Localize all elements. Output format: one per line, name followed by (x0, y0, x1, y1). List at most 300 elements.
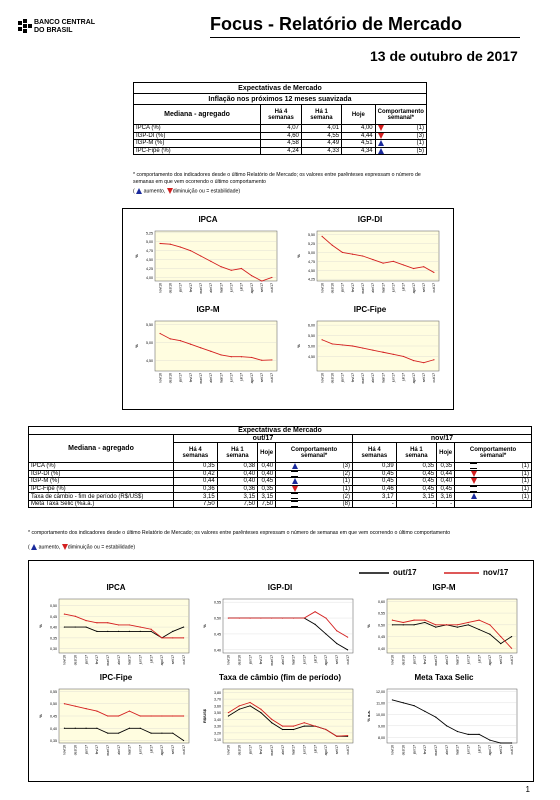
data-point (190, 250, 191, 251)
cell-weeks: (3) (416, 132, 424, 139)
data-point (347, 637, 348, 638)
data-point (433, 272, 434, 273)
x-tick-label: jun/17 (302, 745, 307, 755)
data-point (180, 246, 181, 247)
x-tick-label: dez/16 (401, 745, 406, 756)
y-tick-label: 3,30 (214, 724, 221, 729)
col-1w: Há 1 semana (301, 105, 341, 125)
x-tick-label: mar/17 (360, 283, 365, 294)
x-tick-label: jul/17 (239, 373, 244, 382)
x-tick-label: mai/17 (219, 283, 224, 294)
cell-b-trend (455, 463, 493, 471)
data-point (228, 715, 229, 716)
y-tick-label: 0,55 (50, 689, 57, 694)
line-chart (201, 685, 359, 765)
data-point (293, 726, 294, 727)
x-tick-label: jun/17 (391, 283, 396, 293)
table2-footnote: * comportamento dos indicadores desde o último Relatório de Mercado; os valores entre parênteses expressam o número de semanas em que vem ocorrendo o último comportamento (28, 530, 451, 536)
cell-b-today: 3,16 (437, 493, 455, 501)
x-tick-label: nov/16 (226, 745, 231, 756)
data-point (75, 728, 76, 729)
data-point (150, 715, 151, 716)
x-tick-label: ago/17 (160, 745, 165, 756)
cell-a-today: 0,35 (258, 485, 276, 493)
data-point (435, 624, 436, 625)
cell-4w: 4,07 (261, 125, 302, 133)
x-tick-label: jun/17 (138, 745, 143, 755)
data-point (282, 729, 283, 730)
cell-b-1w: 3,15 (396, 493, 436, 501)
x-tick-label: jan/17 (412, 745, 417, 755)
x-tick-label: dez/16 (401, 655, 406, 666)
data-point (228, 712, 229, 713)
line-chart (365, 595, 523, 675)
cell-4w: 4,24 (261, 147, 302, 155)
cell-4w: 4,60 (261, 132, 302, 140)
x-tick-label: fev/17 (423, 655, 428, 665)
x-tick-label: dez/16 (237, 745, 242, 756)
up-arrow-icon (471, 493, 477, 499)
equal-icon (291, 493, 298, 499)
y-tick-label: 5,00 (146, 340, 153, 345)
data-point (241, 356, 242, 357)
y-axis-label: % (134, 344, 139, 348)
y-tick-label: 4,75 (308, 259, 315, 264)
x-tick-label: mai/17 (219, 373, 224, 384)
y-tick-label: 0,40 (378, 646, 385, 651)
data-point (239, 709, 240, 710)
y-axis-label: % (202, 624, 207, 628)
cell-a-4w: 0,35 (174, 463, 218, 471)
data-point (159, 243, 160, 244)
cell-b-today: 0,45 (437, 485, 455, 493)
row-label: IGP-DI (%) (134, 132, 261, 140)
table2-title: Expectativas de Mercado (29, 427, 532, 435)
y-tick-label: 9,00 (378, 724, 385, 729)
data-point (220, 266, 221, 267)
data-point (413, 268, 414, 269)
data-point (314, 624, 315, 625)
x-tick-label: nov/16 (62, 745, 67, 756)
data-point (403, 624, 404, 625)
x-tick-label: set/17 (259, 283, 264, 293)
data-point (468, 624, 469, 625)
down-arrow-icon (378, 125, 384, 131)
x-tick-label: out/17 (509, 655, 514, 665)
data-point (96, 728, 97, 729)
x-tick-label: jun/17 (391, 373, 396, 383)
data-point (325, 729, 326, 730)
cell-a-4w: 7,50 (174, 500, 218, 508)
x-tick-label: mar/17 (360, 373, 365, 384)
y-axis-label: % (134, 254, 139, 258)
data-point (403, 356, 404, 357)
data-point (251, 275, 252, 276)
equal-icon (470, 486, 477, 492)
x-tick-label: jun/17 (229, 373, 234, 383)
data-point (183, 637, 184, 638)
data-point (500, 636, 501, 637)
y-tick-label: 5,50 (146, 323, 153, 328)
cell-b-1w: 0,45 (396, 478, 436, 486)
data-point (228, 617, 229, 618)
equal-icon (470, 463, 477, 469)
x-tick-label: ago/17 (160, 655, 165, 666)
data-point (293, 617, 294, 618)
cell-a-trend (276, 493, 314, 501)
chart-title: IGP-DI (357, 215, 383, 224)
monthly-expectations-table (28, 426, 532, 508)
y-tick-label: 5,00 (308, 344, 315, 349)
line-chart (295, 317, 445, 393)
cell-a-today: 0,45 (258, 478, 276, 486)
y-tick-label: 3,80 (214, 690, 221, 695)
data-point (382, 352, 383, 353)
y-tick-label: 0,50 (214, 616, 221, 621)
data-point (352, 254, 353, 255)
cell-a-weeks: (2) (314, 493, 353, 501)
cell-b-4w: 0,45 (352, 470, 396, 478)
table1-subtitle: Inflação nos próximos 12 meses suavizada (134, 94, 427, 105)
data-point (183, 740, 184, 741)
cell-a-1w: 0,36 (217, 485, 257, 493)
equal-icon (291, 501, 298, 507)
y-tick-label: 0,40 (50, 726, 57, 731)
row-label: IPCA (%) (134, 125, 261, 133)
data-point (75, 616, 76, 617)
logo-mark-icon (18, 19, 32, 33)
data-point (118, 624, 119, 625)
data-point (423, 362, 424, 363)
data-point (260, 712, 261, 713)
x-tick-label: mar/17 (105, 655, 110, 666)
x-tick-label: out/17 (270, 373, 275, 383)
cell-b-today: 0,40 (437, 478, 455, 486)
data-point (107, 733, 108, 734)
x-tick-label: mar/17 (433, 745, 438, 756)
cell-a-4w: 0,42 (174, 470, 218, 478)
cell-b-1w: - (396, 500, 436, 508)
x-tick-label: fev/17 (259, 655, 264, 665)
data-point (500, 643, 501, 644)
x-tick-label: jan/17 (340, 283, 345, 293)
y-tick-label: 0,55 (378, 611, 385, 616)
cell-b-weeks: (1) (492, 463, 531, 471)
data-point (271, 277, 272, 278)
cell-b-1w: 0,45 (396, 470, 436, 478)
data-point (200, 255, 201, 256)
cell-today: 4,34 (342, 147, 376, 155)
data-point (172, 715, 173, 716)
data-point (457, 624, 458, 625)
y-tick-label: 0,35 (50, 636, 57, 641)
charts-panel-monthly (28, 560, 534, 782)
data-point (239, 705, 240, 706)
line-chart (37, 685, 195, 765)
data-point (161, 733, 162, 734)
col-label: Mediana - agregado (134, 105, 261, 125)
x-tick-label: nov/16 (390, 655, 395, 666)
x-tick-label: ago/17 (324, 655, 329, 666)
data-point (64, 626, 65, 627)
row-label: IPC-Fipe (%) (29, 485, 174, 493)
cell-a-trend (276, 463, 314, 471)
x-tick-label: abr/17 (371, 283, 376, 293)
legend-up-label: aumento, (38, 544, 61, 551)
x-tick-label: mai/17 (455, 655, 460, 666)
data-point (261, 280, 262, 281)
t2-col-label: Mediana - agregado (29, 435, 174, 463)
x-tick-label: dez/16 (330, 283, 335, 294)
x-tick-label: jul/17 (313, 655, 318, 664)
data-point (446, 624, 447, 625)
up-arrow-icon (292, 478, 298, 484)
x-tick-label: jun/17 (302, 655, 307, 665)
row-label: IGP-M (%) (29, 478, 174, 486)
data-point (392, 620, 393, 621)
x-tick-label: mai/17 (127, 745, 132, 756)
plot-area (223, 599, 353, 653)
data-point (64, 614, 65, 615)
x-tick-label: mar/17 (198, 373, 203, 384)
plot-area (155, 231, 277, 281)
cell-comp (375, 132, 426, 140)
table-row (29, 500, 532, 508)
data-point (392, 699, 393, 700)
cell-a-weeks: (3) (314, 463, 353, 471)
row-label: IGP-M (%) (134, 140, 261, 148)
data-point (129, 728, 130, 729)
plot-area (317, 231, 439, 281)
data-point (210, 351, 211, 352)
col-today: Hoje (342, 105, 376, 125)
cell-comp (375, 140, 426, 148)
cell-a-1w: 0,38 (217, 463, 257, 471)
cell-b-today: - (437, 500, 455, 508)
data-point (500, 742, 501, 743)
x-tick-label: jul/17 (149, 655, 154, 664)
data-point (446, 725, 447, 726)
data-point (304, 726, 305, 727)
y-tick-label: 5,25 (146, 231, 153, 236)
x-tick-label: abr/17 (116, 745, 121, 755)
x-tick-label: mar/17 (269, 655, 274, 666)
y-tick-label: 5,25 (308, 242, 315, 246)
cell-weeks: (5) (416, 147, 424, 154)
data-point (85, 626, 86, 627)
x-tick-label: set/17 (498, 655, 503, 665)
x-tick-label: out/17 (345, 655, 350, 665)
data-point (489, 740, 490, 741)
chart-title: IGP-DI (267, 583, 293, 592)
x-tick-label: set/17 (334, 745, 339, 755)
x-tick-label: out/17 (181, 745, 186, 755)
y-tick-label: 4,50 (146, 258, 153, 263)
y-axis-label: % (296, 344, 301, 348)
x-tick-label: abr/17 (371, 373, 376, 383)
cell-b-weeks: (1) (492, 493, 531, 501)
data-point (85, 708, 86, 709)
plot-area (223, 689, 353, 743)
legend-eq-label: = estabilidade) (206, 188, 241, 195)
data-point (271, 617, 272, 618)
t2-b-4w: Há 4 semanas (352, 443, 396, 463)
data-point (118, 733, 119, 734)
chart-title: IPC-Fipe (353, 305, 387, 314)
x-tick-label: out/17 (509, 745, 514, 755)
cell-b-trend (455, 485, 493, 493)
t2-a-today: Hoje (258, 443, 276, 463)
y-tick-label: 4,50 (308, 354, 315, 359)
page-title: Focus - Relatório de Mercado (210, 14, 463, 34)
cell-a-4w: 0,44 (174, 478, 218, 486)
data-point (478, 629, 479, 630)
chart-title: IPCA (106, 583, 126, 592)
data-point (413, 624, 414, 625)
chart-title: IGP-M (196, 305, 220, 314)
data-point (347, 735, 348, 736)
chart-title: Meta Taxa Selic (414, 673, 474, 682)
x-tick-label: mai/17 (127, 655, 132, 666)
table-row (29, 463, 532, 471)
data-point (336, 643, 337, 644)
line-chart (133, 227, 283, 303)
cell-a-1w: 7,50 (217, 500, 257, 508)
t2-b-today: Hoje (437, 443, 455, 463)
y-tick-label: 8,00 (378, 735, 385, 740)
y-tick-label: 0,40 (50, 625, 57, 630)
cell-a-weeks: (1) (314, 478, 353, 486)
table-row (29, 470, 532, 478)
cell-b-trend (455, 470, 493, 478)
table-row (134, 132, 427, 140)
y-tick-label: 0,60 (378, 599, 385, 604)
data-point (362, 347, 363, 348)
x-tick-label: nov/16 (320, 283, 325, 294)
data-point (413, 360, 414, 361)
cell-today: 4,00 (342, 125, 376, 133)
x-tick-label: ago/17 (249, 373, 254, 384)
data-point (424, 711, 425, 712)
data-point (64, 703, 65, 704)
cell-b-today: 0,35 (437, 463, 455, 471)
data-point (332, 245, 333, 246)
x-tick-label: fev/17 (350, 283, 355, 293)
data-point (239, 617, 240, 618)
data-point (489, 634, 490, 635)
data-point (249, 617, 250, 618)
cell-1w: 4,01 (301, 125, 341, 133)
col-comp: Comportamento semanal* (375, 105, 426, 125)
x-tick-label: fev/17 (188, 373, 193, 383)
equal-icon (291, 471, 298, 477)
x-tick-label: nov/16 (390, 745, 395, 756)
data-point (424, 622, 425, 623)
y-tick-label: 0,40 (214, 648, 221, 653)
data-point (413, 620, 414, 621)
table-row (29, 485, 532, 493)
y-axis-label: % (296, 254, 301, 258)
x-tick-label: jan/17 (178, 373, 183, 383)
data-point (413, 705, 414, 706)
plot-area (155, 321, 277, 371)
data-point (382, 263, 383, 264)
x-tick-label: fev/17 (350, 373, 355, 383)
legend-eq-label: = estabilidade) (101, 544, 136, 551)
data-point (336, 630, 337, 631)
y-tick-label: 0,45 (214, 632, 221, 637)
x-tick-label: mar/17 (433, 655, 438, 666)
data-point (511, 742, 512, 743)
cell-a-today: 7,50 (258, 500, 276, 508)
data-point (241, 268, 242, 269)
y-tick-label: 4,75 (146, 249, 153, 254)
legend-down-label: diminuição ou (172, 188, 205, 195)
y-tick-label: 0,55 (214, 600, 221, 605)
data-point (118, 631, 119, 632)
data-point (180, 340, 181, 341)
t2-b-comp: Comportamento semanal* (455, 443, 532, 463)
t2-a-4w: Há 4 semanas (174, 443, 218, 463)
x-tick-label: nov/16 (226, 655, 231, 666)
line-chart (201, 595, 359, 675)
x-tick-label: nov/16 (158, 283, 163, 294)
group-nov17: nov/17 (352, 435, 531, 443)
cell-a-4w: 0,36 (174, 485, 218, 493)
data-point (107, 622, 108, 623)
cell-b-4w: - (352, 500, 396, 508)
data-point (478, 734, 479, 735)
x-tick-label: jul/17 (149, 745, 154, 754)
x-tick-label: dez/16 (168, 373, 173, 384)
data-point (210, 261, 211, 262)
y-tick-label: 3,20 (214, 731, 221, 736)
data-point (342, 252, 343, 253)
data-point (468, 734, 469, 735)
cell-b-weeks: (1) (492, 470, 531, 478)
line-chart (37, 595, 195, 675)
data-point (183, 715, 184, 716)
line-chart (133, 317, 283, 393)
data-point (271, 722, 272, 723)
x-tick-label: fev/17 (423, 745, 428, 755)
y-tick-label: 5,00 (308, 250, 315, 255)
cell-b-weeks: (1) (492, 478, 531, 486)
x-tick-label: ago/17 (249, 283, 254, 294)
data-point (403, 622, 404, 623)
data-point (511, 636, 512, 637)
table-row (134, 125, 427, 133)
table-row (29, 493, 532, 501)
data-point (96, 710, 97, 711)
x-tick-label: jan/17 (340, 373, 345, 383)
data-point (293, 729, 294, 730)
data-point (75, 626, 76, 627)
data-point (64, 728, 65, 729)
y-tick-label: 11,00 (376, 701, 385, 706)
data-point (220, 354, 221, 355)
x-tick-label: dez/16 (237, 655, 242, 666)
data-point (468, 622, 469, 623)
legend-down-label: diminuição ou (67, 544, 100, 551)
data-point (172, 631, 173, 632)
up-arrow-icon (378, 148, 384, 154)
charts-panel-12m (122, 208, 454, 410)
data-point (172, 733, 173, 734)
cell-a-4w: 3,15 (174, 493, 218, 501)
data-point (140, 626, 141, 627)
data-point (159, 333, 160, 334)
